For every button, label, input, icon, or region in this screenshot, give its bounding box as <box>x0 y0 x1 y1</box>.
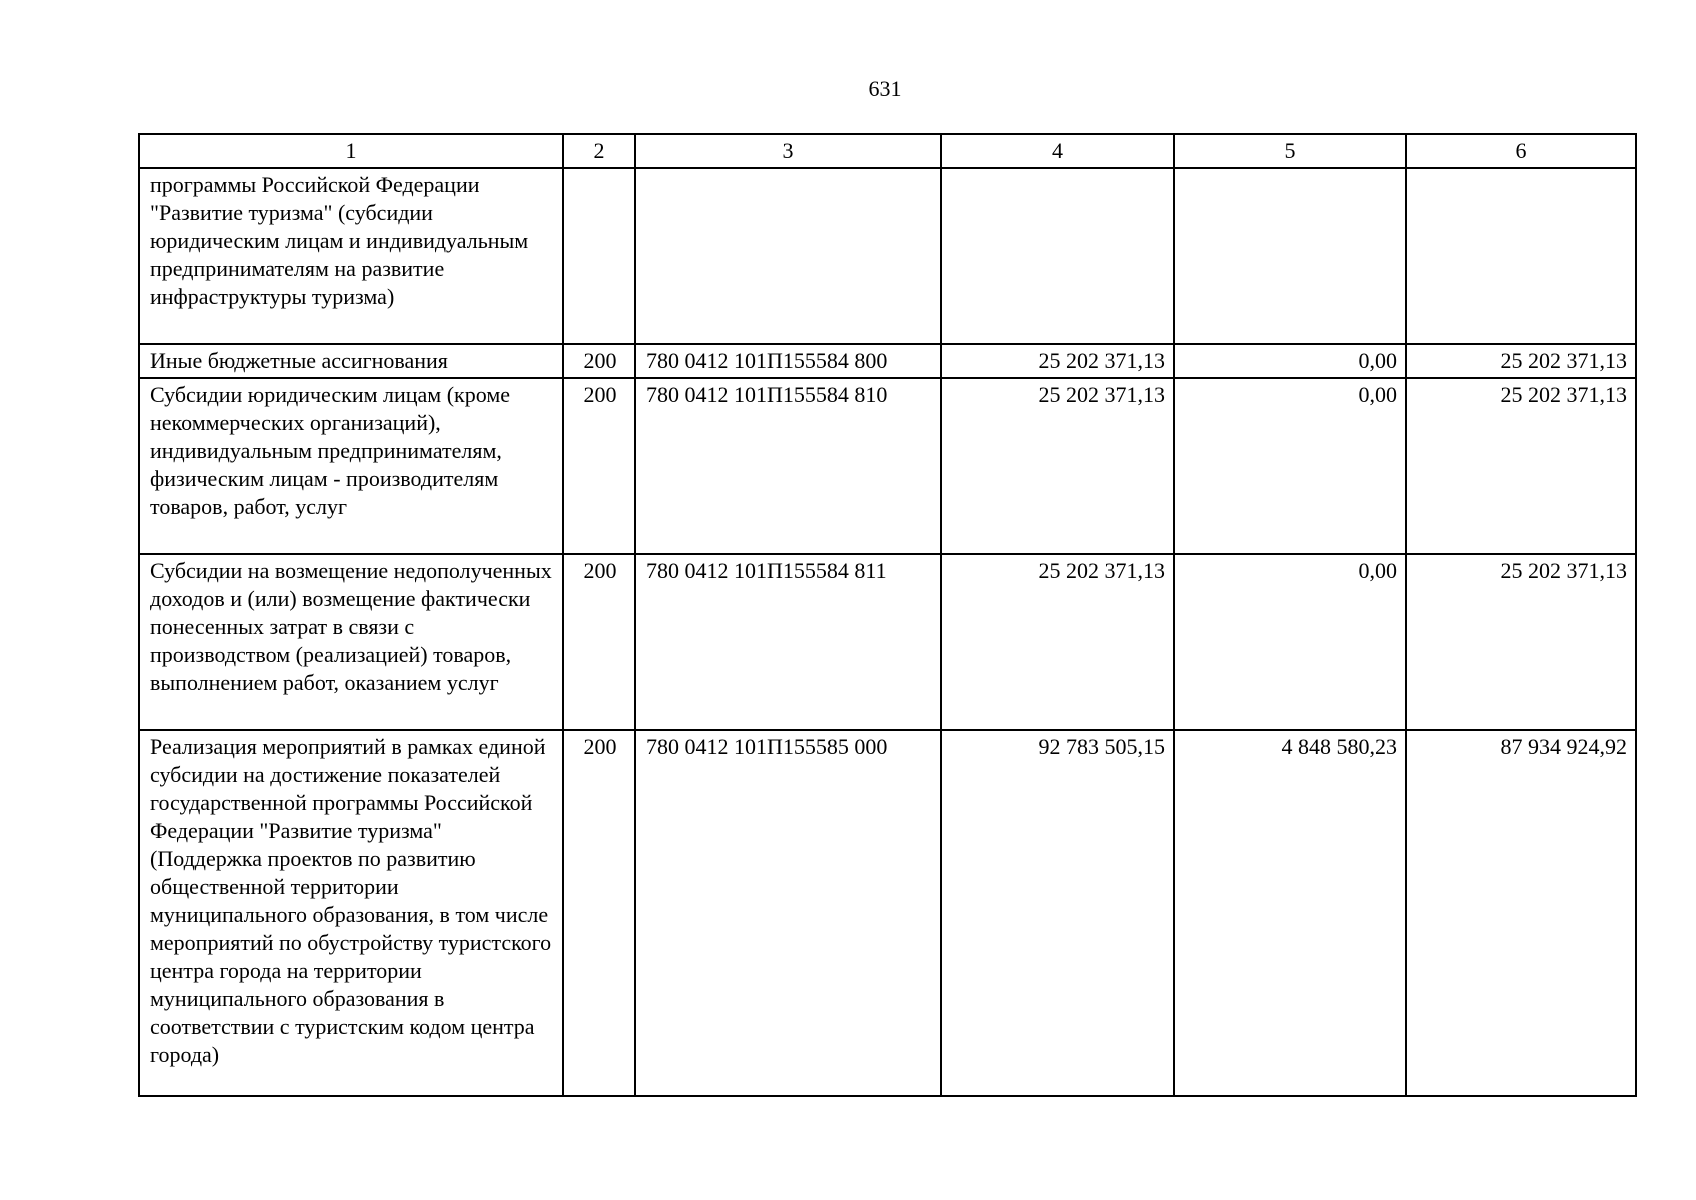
table-row <box>139 554 1636 730</box>
row-name-cell: Реализация мероприятий в рамках единой субсидии на достижение показателей государственной программы Российской Федерации "Развитие туризма" (Поддержка проектов по развитию общественной территории муниципального образования, в том числе мероприятий по обустройству туристского центра города на территории муниципального образования в соответствии с туристским кодом центра города) <box>139 730 563 1096</box>
admin-code-cell: 200 <box>563 378 635 554</box>
row-name-cell: Субсидии юридическим лицам (кроме некоммерческих организаций), индивидуальным предпринимателям, физическим лицам - производителям товаров, работ, услуг <box>139 378 563 554</box>
value-5-cell: 4 848 580,23 <box>1174 730 1406 1096</box>
table-row <box>139 168 1636 344</box>
admin-code-cell: 200 <box>563 730 635 1096</box>
budget-table <box>138 133 1637 1097</box>
budget-code-cell: 780 0412 101П155585 000 <box>635 730 941 1096</box>
value-5-cell <box>1174 168 1406 344</box>
admin-code-cell: 200 <box>563 554 635 730</box>
value-4-cell: 25 202 371,13 <box>941 554 1174 730</box>
value-4-cell: 25 202 371,13 <box>941 378 1174 554</box>
row-name-cell: программы Российской Федерации "Развитие туризма" (субсидии юридическим лицам и индивидуальным предпринимателям на развитие инфраструктуры туризма) <box>139 168 563 344</box>
table-row <box>139 344 1636 378</box>
column-header-2: 2 <box>563 134 635 168</box>
budget-code-cell: 780 0412 101П155584 800 <box>635 344 941 378</box>
value-4-cell: 92 783 505,15 <box>941 730 1174 1096</box>
value-6-cell: 25 202 371,13 <box>1406 378 1636 554</box>
value-5-cell: 0,00 <box>1174 378 1406 554</box>
row-name-cell: Субсидии на возмещение недополученных доходов и (или) возмещение фактически понесенных затрат в связи с производством (реализацией) товаров, выполнением работ, оказанием услуг <box>139 554 563 730</box>
value-5-cell: 0,00 <box>1174 344 1406 378</box>
value-5-cell: 0,00 <box>1174 554 1406 730</box>
page-number: 631 <box>868 76 902 101</box>
admin-code-cell: 200 <box>563 344 635 378</box>
budget-code-cell: 780 0412 101П155584 810 <box>635 378 941 554</box>
admin-code-cell <box>563 168 635 344</box>
value-4-cell: 25 202 371,13 <box>941 344 1174 378</box>
value-4-cell <box>941 168 1174 344</box>
table-row <box>139 378 1636 554</box>
budget-code-cell: 780 0412 101П155584 811 <box>635 554 941 730</box>
value-6-cell: 25 202 371,13 <box>1406 344 1636 378</box>
value-6-cell: 25 202 371,13 <box>1406 554 1636 730</box>
column-header-5: 5 <box>1174 134 1406 168</box>
column-header-3: 3 <box>635 134 941 168</box>
row-name-cell: Иные бюджетные ассигнования <box>139 344 563 378</box>
column-header-4: 4 <box>941 134 1174 168</box>
table-row <box>139 730 1636 1096</box>
value-6-cell <box>1406 168 1636 344</box>
column-header-1: 1 <box>139 134 563 168</box>
column-header-6: 6 <box>1406 134 1636 168</box>
value-6-cell: 87 934 924,92 <box>1406 730 1636 1096</box>
budget-code-cell <box>635 168 941 344</box>
table-header-row <box>139 134 1636 168</box>
